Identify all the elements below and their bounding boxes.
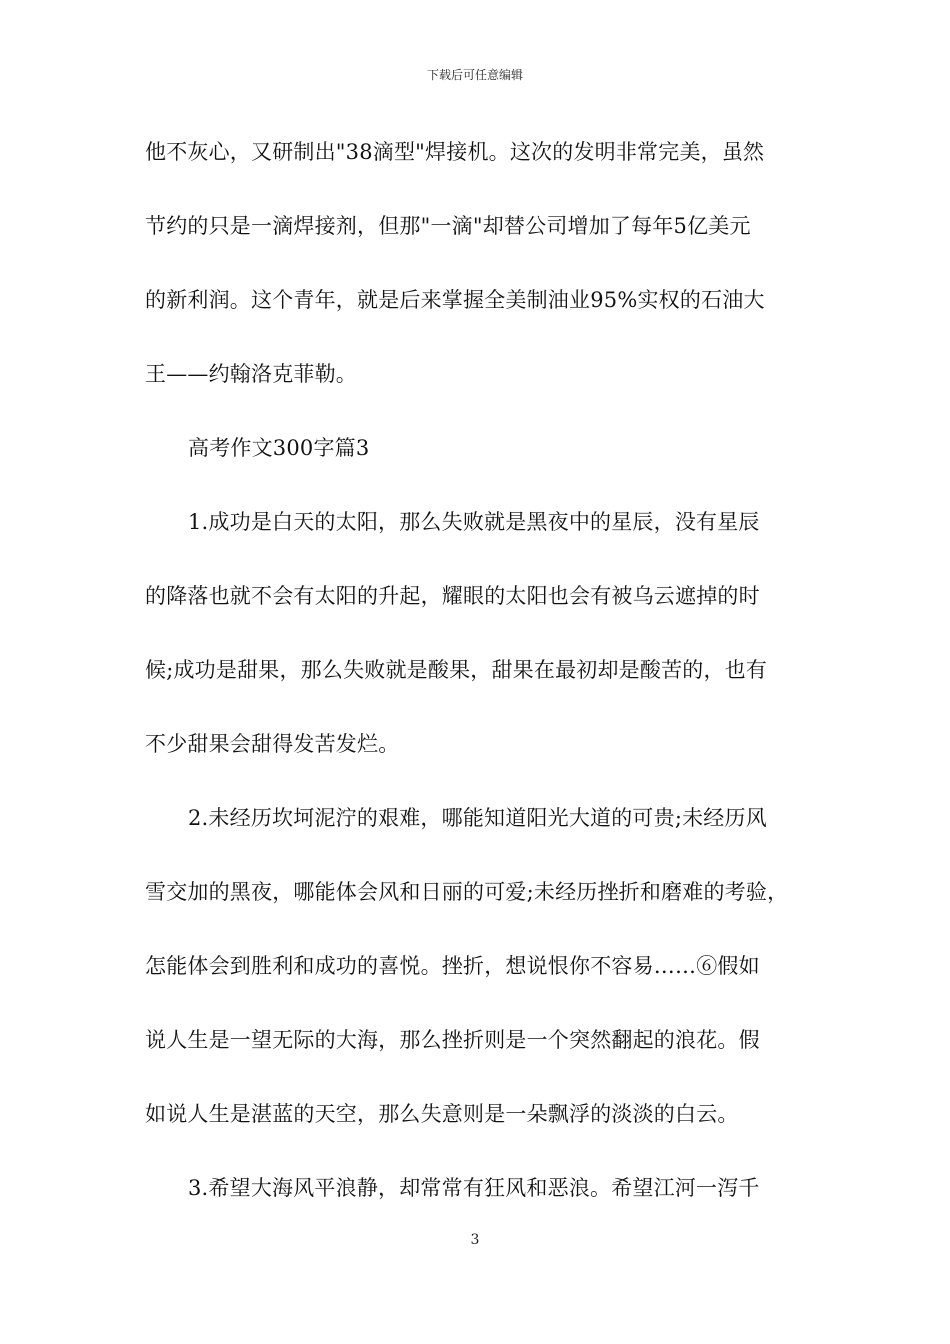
body-line: 怎能体会到胜利和成功的喜悦。挫折，想说恨你不容易……⑥假如 xyxy=(145,954,760,978)
paragraph-start: 2.未经历坎坷泥泞的艰难，哪能知道阳光大道的可贵;未经历风 xyxy=(188,806,767,830)
body-line: 的降落也就不会有太阳的升起，耀眼的太阳也会有被乌云遮掉的时 xyxy=(145,584,760,608)
body-line: 的新利润。这个青年，就是后来掌握全美制油业95%实权的石油大 xyxy=(145,288,765,312)
body-line: 说人生是一望无际的大海，那么挫折则是一个突然翻起的浪花。假 xyxy=(145,1028,760,1052)
body-line: 节约的只是一滴焊接剂，但那"一滴"却替公司增加了每年5亿美元 xyxy=(145,214,751,238)
paragraph-start: 1.成功是白天的太阳，那么失败就是黑夜中的星辰，没有星辰 xyxy=(188,510,760,534)
body-line: 王——约翰洛克菲勒。 xyxy=(145,362,357,386)
body-line: 不少甜果会甜得发苦发烂。 xyxy=(145,732,400,756)
body-line: 如说人生是湛蓝的天空，那么失意则是一朵飘浮的淡淡的白云。 xyxy=(145,1102,739,1126)
page-number: 3 xyxy=(470,1232,480,1248)
section-heading: 高考作文300字篇3 xyxy=(188,436,370,460)
page-header: 下载后可任意编辑 xyxy=(426,68,523,82)
body-line: 候;成功是甜果，那么失败就是酸果，甜果在最初却是酸苦的，也有 xyxy=(145,658,768,682)
body-line: 他不灰心，又研制出"38滴型"焊接机。这次的发明非常完美，虽然 xyxy=(145,140,765,164)
body-line: 雪交加的黑夜，哪能体会风和日丽的可爱;未经历挫折和磨难的考验， xyxy=(145,880,789,904)
paragraph-start: 3.希望大海风平浪静，却常常有狂风和恶浪。希望江河一泻千 xyxy=(188,1176,760,1200)
